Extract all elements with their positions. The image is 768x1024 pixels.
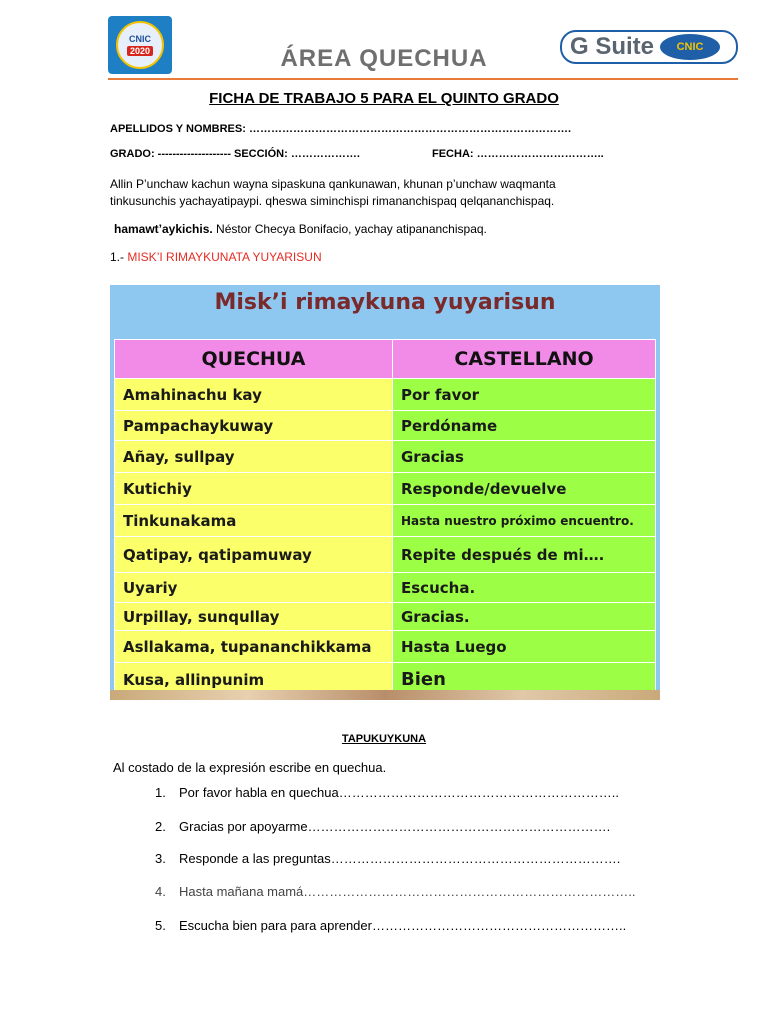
vocabulary-table-title: Misk’i rimaykuna yuyarisun [214, 290, 556, 315]
grado-seccion-field[interactable]: GRADO: -------------------- SECCIÓN: ………………. [110, 148, 360, 160]
gsuite-logo-text: G Suite [570, 33, 655, 60]
castellano-cell: Por favor [393, 379, 656, 411]
question-text: Por favor habla en quechua [179, 785, 339, 800]
vocabulary-table-image [110, 285, 660, 699]
intro-line-3 [114, 221, 487, 238]
quechua-cell: Añay, sullpay [115, 441, 393, 473]
intro-line-1: Allin P’unchaw kachun wayna sipaskuna qankunawan, khunan p’unchaw waqmanta [110, 177, 556, 191]
quechua-cell: Qatipay, qatipamuway [115, 537, 393, 573]
quechua-cell: Uyariy [115, 573, 393, 603]
question-number: 1. [155, 785, 166, 800]
questions-instruction: Al costado de la expresión escribe en quechua. [113, 760, 387, 775]
quechua-cell: Kutichiy [115, 473, 393, 505]
school-logo-name: CNIC [129, 34, 151, 44]
quechua-cell: Amahinachu kay [115, 379, 393, 411]
vocabulary-table [114, 339, 656, 697]
table-row [115, 631, 656, 663]
question-number: 4. [155, 884, 166, 899]
section-1-title: MISK’I RIMAYKUNATA YUYARISUN [124, 250, 322, 264]
question-text: Escucha bien para para aprender [179, 918, 372, 933]
question-text: Responde a las preguntas [179, 851, 331, 866]
table-row [115, 537, 656, 573]
castellano-cell: Repite después de mi…. [393, 537, 656, 573]
section-1-heading [110, 250, 322, 264]
quechua-cell: Kusa, allinpunim [115, 663, 393, 697]
castellano-cell: Escucha. [393, 573, 656, 603]
castellano-cell: Gracias. [393, 603, 656, 631]
intro-line-2: tinkusunchis yachayatipaypi. qheswa siminchispi rimananchispaq qelqananchispaq. [110, 194, 555, 208]
quechua-cell: Asllakama, tupananchikkama [115, 631, 393, 663]
header-castellano: CASTELLANO [393, 340, 656, 379]
castellano-cell: Perdóname [393, 411, 656, 441]
question-item[interactable] [155, 918, 626, 933]
question-number: 2. [155, 819, 166, 834]
answer-blank[interactable]: ……………………………………………………….. [338, 785, 619, 800]
castellano-cell: Hasta Luego [393, 631, 656, 663]
apellidos-field[interactable]: APELLIDOS Y NOMBRES: ……………………………………………………………………………. [110, 123, 572, 135]
question-item[interactable] [155, 851, 620, 866]
quechua-cell: Pampachaykuway [115, 411, 393, 441]
table-header-row [115, 340, 656, 379]
castellano-cell: Hasta nuestro próximo encuentro. [393, 505, 656, 537]
fecha-field[interactable]: FECHA: …………………………….. [432, 148, 604, 160]
table-row [115, 505, 656, 537]
table-image-bottom-strip [110, 690, 660, 700]
question-text: Gracias por apoyarme [179, 819, 308, 834]
answer-blank[interactable]: ………………………………………………….. [371, 918, 627, 933]
castellano-cell: Responde/devuelve [393, 473, 656, 505]
gsuite-logo [560, 30, 738, 64]
answer-blank[interactable]: ………………………………………………………………….. [303, 884, 636, 899]
table-row [115, 473, 656, 505]
school-logo-year: 2020 [127, 46, 153, 56]
question-number: 5. [155, 918, 166, 933]
table-row [115, 441, 656, 473]
question-item[interactable] [155, 884, 636, 899]
castellano-cell: Bien [393, 663, 656, 697]
table-row [115, 573, 656, 603]
gsuite-logo-badge: CNIC [660, 34, 720, 60]
worksheet-title-text: FICHA DE TRABAJO 5 PARA EL QUINTO GRADO [209, 90, 559, 107]
castellano-cell: Gracias [393, 441, 656, 473]
header-quechua: QUECHUA [115, 340, 393, 379]
teacher-name: Néstor Checya Bonifacio, yachay atipananchispaq. [212, 222, 487, 236]
question-number: 3. [155, 851, 166, 866]
answer-blank[interactable]: ……………………………………………………………. [307, 819, 611, 834]
answer-blank[interactable]: …………………………………………………………. [330, 851, 621, 866]
quechua-cell: Urpillay, sunqullay [115, 603, 393, 631]
questions-heading-text: TAPUKUYKUNA [341, 733, 427, 745]
table-row [115, 603, 656, 631]
teacher-greeting: hamawt’aykichis. [114, 222, 213, 236]
quechua-cell: Tinkunakama [115, 505, 393, 537]
section-1-number: 1.- [110, 250, 125, 264]
page-title: ÁREA QUECHUA [280, 45, 488, 72]
question-item[interactable] [155, 819, 610, 834]
worksheet-title [0, 90, 768, 107]
header-divider [108, 78, 738, 80]
questions-heading [0, 733, 768, 745]
question-item[interactable] [155, 785, 619, 800]
question-text: Hasta mañana mamá [179, 884, 304, 899]
table-row [115, 379, 656, 411]
table-row [115, 411, 656, 441]
